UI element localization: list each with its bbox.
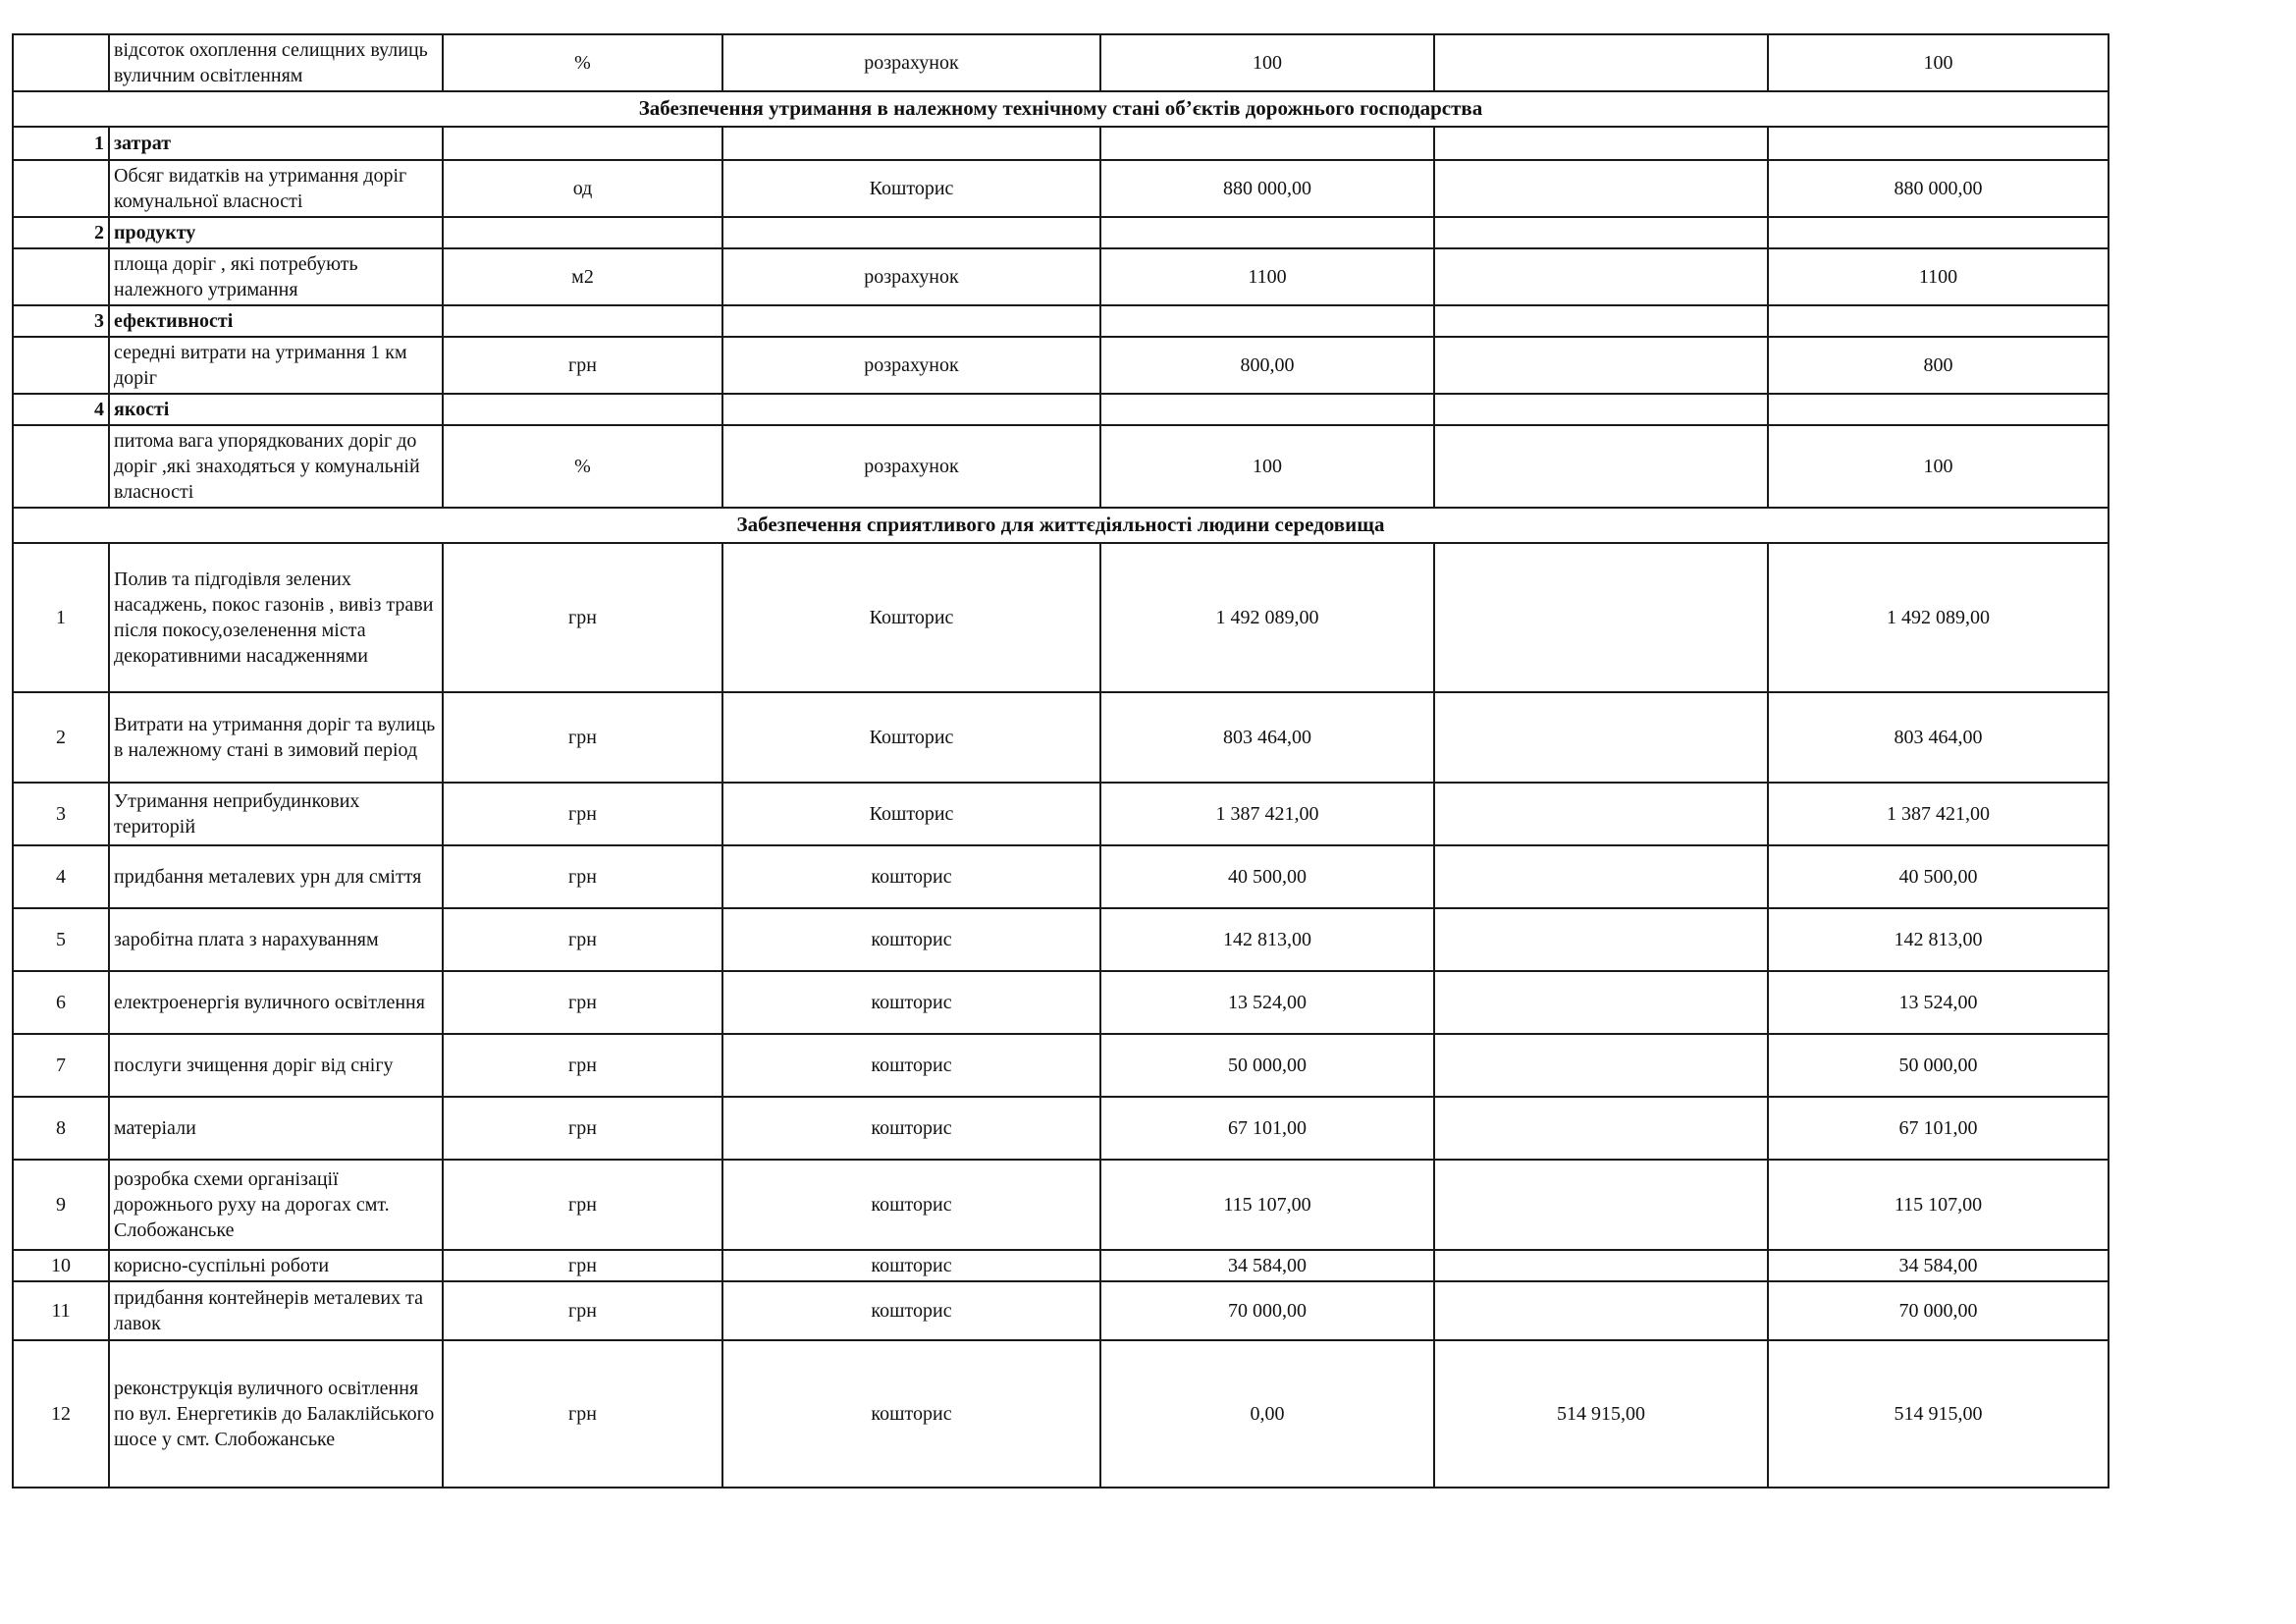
source-cell: кошторис [722, 1340, 1100, 1488]
unit-cell: од [443, 160, 722, 217]
unit-cell: грн [443, 908, 722, 971]
value-cell-total: 67 101,00 [1768, 1097, 2109, 1160]
value-cell-2 [1434, 692, 1768, 783]
value-cell-2 [1434, 845, 1768, 908]
value-cell-2 [1434, 1250, 1768, 1281]
value-cell-total: 100 [1768, 34, 2109, 91]
value-cell-2: 514 915,00 [1434, 1340, 1768, 1488]
value-cell-total [1768, 394, 2109, 425]
value-cell-total: 13 524,00 [1768, 971, 2109, 1034]
source-cell: кошторис [722, 1034, 1100, 1097]
unit-cell: грн [443, 1097, 722, 1160]
value-cell-1: 100 [1100, 425, 1434, 508]
value-cell-1 [1100, 394, 1434, 425]
indicator-name: матеріали [109, 1097, 443, 1160]
unit-cell [443, 217, 722, 248]
table-row [13, 845, 2109, 908]
source-cell: кошторис [722, 1250, 1100, 1281]
indicator-name: питома вага упорядкованих доріг до доріг ,які знаходяться у комунальній власності [109, 425, 443, 508]
value-cell-total: 1 387 421,00 [1768, 783, 2109, 845]
value-cell-1: 50 000,00 [1100, 1034, 1434, 1097]
value-cell-total: 115 107,00 [1768, 1160, 2109, 1250]
value-cell-1: 803 464,00 [1100, 692, 1434, 783]
unit-cell: грн [443, 692, 722, 783]
table-row [13, 1160, 2109, 1250]
value-cell-1: 100 [1100, 34, 1434, 91]
value-cell-total: 1100 [1768, 248, 2109, 305]
source-cell: кошторис [722, 1281, 1100, 1340]
indicator-name: придбання контейнерів металевих та лавок [109, 1281, 443, 1340]
unit-cell: % [443, 34, 722, 91]
indicator-name: площа доріг , які потребують належного утримання [109, 248, 443, 305]
source-cell: кошторис [722, 971, 1100, 1034]
indicator-name: електроенергія вуличного освітлення [109, 971, 443, 1034]
indicator-name: реконструкція вуличного освітлення по вул. Енергетиків до Балаклійського шосе у смт. Слобожанське [109, 1340, 443, 1488]
indicator-group-row [13, 305, 2109, 337]
value-cell-1: 70 000,00 [1100, 1281, 1434, 1340]
value-cell-2 [1434, 248, 1768, 305]
unit-cell: грн [443, 1034, 722, 1097]
unit-cell [443, 127, 722, 160]
unit-cell: грн [443, 1340, 722, 1488]
value-cell-2 [1434, 543, 1768, 692]
table-row [13, 908, 2109, 971]
indicator-name: відсоток охоплення селищних вулиць вуличним освітленням [109, 34, 443, 91]
indicator-name: затрат [109, 127, 443, 160]
value-cell-2 [1434, 1160, 1768, 1250]
indicator-name: середні витрати на утримання 1 км доріг [109, 337, 443, 394]
value-cell-total: 40 500,00 [1768, 845, 2109, 908]
row-number: 2 [13, 692, 109, 783]
source-cell [722, 305, 1100, 337]
unit-cell: грн [443, 1250, 722, 1281]
row-number: 9 [13, 1160, 109, 1250]
row-number: 6 [13, 971, 109, 1034]
indicator-name: якості [109, 394, 443, 425]
section-header-row [13, 508, 2109, 543]
source-cell [722, 394, 1100, 425]
indicator-name: послуги зчищення доріг від снігу [109, 1034, 443, 1097]
source-cell [722, 217, 1100, 248]
row-number: 4 [13, 845, 109, 908]
value-cell-total: 514 915,00 [1768, 1340, 2109, 1488]
source-cell: Кошторис [722, 783, 1100, 845]
value-cell-1: 1 492 089,00 [1100, 543, 1434, 692]
indicator-group-row [13, 217, 2109, 248]
budget-indicators-table [12, 33, 2109, 1489]
row-number [13, 34, 109, 91]
unit-cell: грн [443, 783, 722, 845]
value-cell-total: 34 584,00 [1768, 1250, 2109, 1281]
row-number: 8 [13, 1097, 109, 1160]
source-cell: кошторис [722, 1097, 1100, 1160]
indicator-group-row [13, 394, 2109, 425]
value-cell-total [1768, 305, 2109, 337]
value-cell-2 [1434, 783, 1768, 845]
unit-cell: грн [443, 1281, 722, 1340]
row-number [13, 248, 109, 305]
row-number: 2 [13, 217, 109, 248]
source-cell [722, 127, 1100, 160]
value-cell-2 [1434, 908, 1768, 971]
value-cell-1: 1100 [1100, 248, 1434, 305]
table-row [13, 543, 2109, 692]
value-cell-2 [1434, 971, 1768, 1034]
source-cell: кошторис [722, 845, 1100, 908]
table-row [13, 1340, 2109, 1488]
row-number: 10 [13, 1250, 109, 1281]
value-cell-1: 1 387 421,00 [1100, 783, 1434, 845]
value-cell-1 [1100, 127, 1434, 160]
unit-cell: м2 [443, 248, 722, 305]
row-number: 3 [13, 305, 109, 337]
unit-cell: грн [443, 337, 722, 394]
value-cell-1: 13 524,00 [1100, 971, 1434, 1034]
table-row [13, 1097, 2109, 1160]
table-row [13, 1281, 2109, 1340]
indicator-name: ефективності [109, 305, 443, 337]
unit-cell: грн [443, 1160, 722, 1250]
indicator-name: розробка схеми організації дорожнього руху на дорогах смт. Слобожанське [109, 1160, 443, 1250]
indicator-name: корисно-суспільні роботи [109, 1250, 443, 1281]
row-number [13, 160, 109, 217]
table-row [13, 1034, 2109, 1097]
value-cell-1 [1100, 305, 1434, 337]
table-row [13, 971, 2109, 1034]
table-row [13, 337, 2109, 394]
section-title: Забезпечення утримання в належному технічному стані об’єктів дорожнього господарства [13, 91, 2109, 127]
value-cell-1: 40 500,00 [1100, 845, 1434, 908]
row-number: 1 [13, 127, 109, 160]
indicator-name: Утримання неприбудинкових територій [109, 783, 443, 845]
value-cell-total: 100 [1768, 425, 2109, 508]
indicator-name: заробітна плата з нарахуванням [109, 908, 443, 971]
value-cell-total: 50 000,00 [1768, 1034, 2109, 1097]
unit-cell: % [443, 425, 722, 508]
value-cell-2 [1434, 337, 1768, 394]
row-number: 12 [13, 1340, 109, 1488]
value-cell-1: 800,00 [1100, 337, 1434, 394]
indicator-group-row [13, 127, 2109, 160]
value-cell-2 [1434, 34, 1768, 91]
value-cell-2 [1434, 394, 1768, 425]
value-cell-total [1768, 127, 2109, 160]
source-cell: розрахунок [722, 337, 1100, 394]
value-cell-total: 803 464,00 [1768, 692, 2109, 783]
row-number: 5 [13, 908, 109, 971]
source-cell: кошторис [722, 908, 1100, 971]
table-row [13, 783, 2109, 845]
value-cell-1: 34 584,00 [1100, 1250, 1434, 1281]
indicator-name: Обсяг видатків на утримання доріг комунальної власності [109, 160, 443, 217]
value-cell-1: 880 000,00 [1100, 160, 1434, 217]
value-cell-2 [1434, 1097, 1768, 1160]
value-cell-1: 142 813,00 [1100, 908, 1434, 971]
row-number: 1 [13, 543, 109, 692]
section-title: Забезпечення сприятливого для життєдіяльності людини середовища [13, 508, 2109, 543]
table-row [13, 160, 2109, 217]
value-cell-2 [1434, 217, 1768, 248]
unit-cell: грн [443, 845, 722, 908]
value-cell-1 [1100, 217, 1434, 248]
row-number [13, 425, 109, 508]
table-body [13, 34, 2109, 1488]
value-cell-2 [1434, 425, 1768, 508]
source-cell: Кошторис [722, 543, 1100, 692]
source-cell: розрахунок [722, 425, 1100, 508]
source-cell: кошторис [722, 1160, 1100, 1250]
value-cell-2 [1434, 1281, 1768, 1340]
source-cell: розрахунок [722, 248, 1100, 305]
indicator-name: Полив та підгодівля зелених насаджень, покос газонів , вивіз трави після покосу,озеленення міста декоративними насадженнями [109, 543, 443, 692]
value-cell-2 [1434, 127, 1768, 160]
table-row [13, 1250, 2109, 1281]
value-cell-2 [1434, 160, 1768, 217]
indicator-name: продукту [109, 217, 443, 248]
indicator-name: придбання металевих урн для сміття [109, 845, 443, 908]
value-cell-total: 70 000,00 [1768, 1281, 2109, 1340]
value-cell-2 [1434, 1034, 1768, 1097]
source-cell: Кошторис [722, 692, 1100, 783]
table-row [13, 692, 2109, 783]
value-cell-total: 1 492 089,00 [1768, 543, 2109, 692]
row-number: 3 [13, 783, 109, 845]
row-number: 11 [13, 1281, 109, 1340]
value-cell-total: 142 813,00 [1768, 908, 2109, 971]
row-number [13, 337, 109, 394]
value-cell-1: 67 101,00 [1100, 1097, 1434, 1160]
unit-cell [443, 305, 722, 337]
source-cell: розрахунок [722, 34, 1100, 91]
table-row [13, 425, 2109, 508]
value-cell-total: 800 [1768, 337, 2109, 394]
value-cell-1: 115 107,00 [1100, 1160, 1434, 1250]
table-row [13, 248, 2109, 305]
value-cell-total [1768, 217, 2109, 248]
unit-cell [443, 394, 722, 425]
unit-cell: грн [443, 971, 722, 1034]
section-header-row [13, 91, 2109, 127]
value-cell-2 [1434, 305, 1768, 337]
table-row [13, 34, 2109, 91]
value-cell-1: 0,00 [1100, 1340, 1434, 1488]
row-number: 4 [13, 394, 109, 425]
value-cell-total: 880 000,00 [1768, 160, 2109, 217]
row-number: 7 [13, 1034, 109, 1097]
indicator-name: Витрати на утримання доріг та вулиць в належному стані в зимовий період [109, 692, 443, 783]
source-cell: Кошторис [722, 160, 1100, 217]
unit-cell: грн [443, 543, 722, 692]
